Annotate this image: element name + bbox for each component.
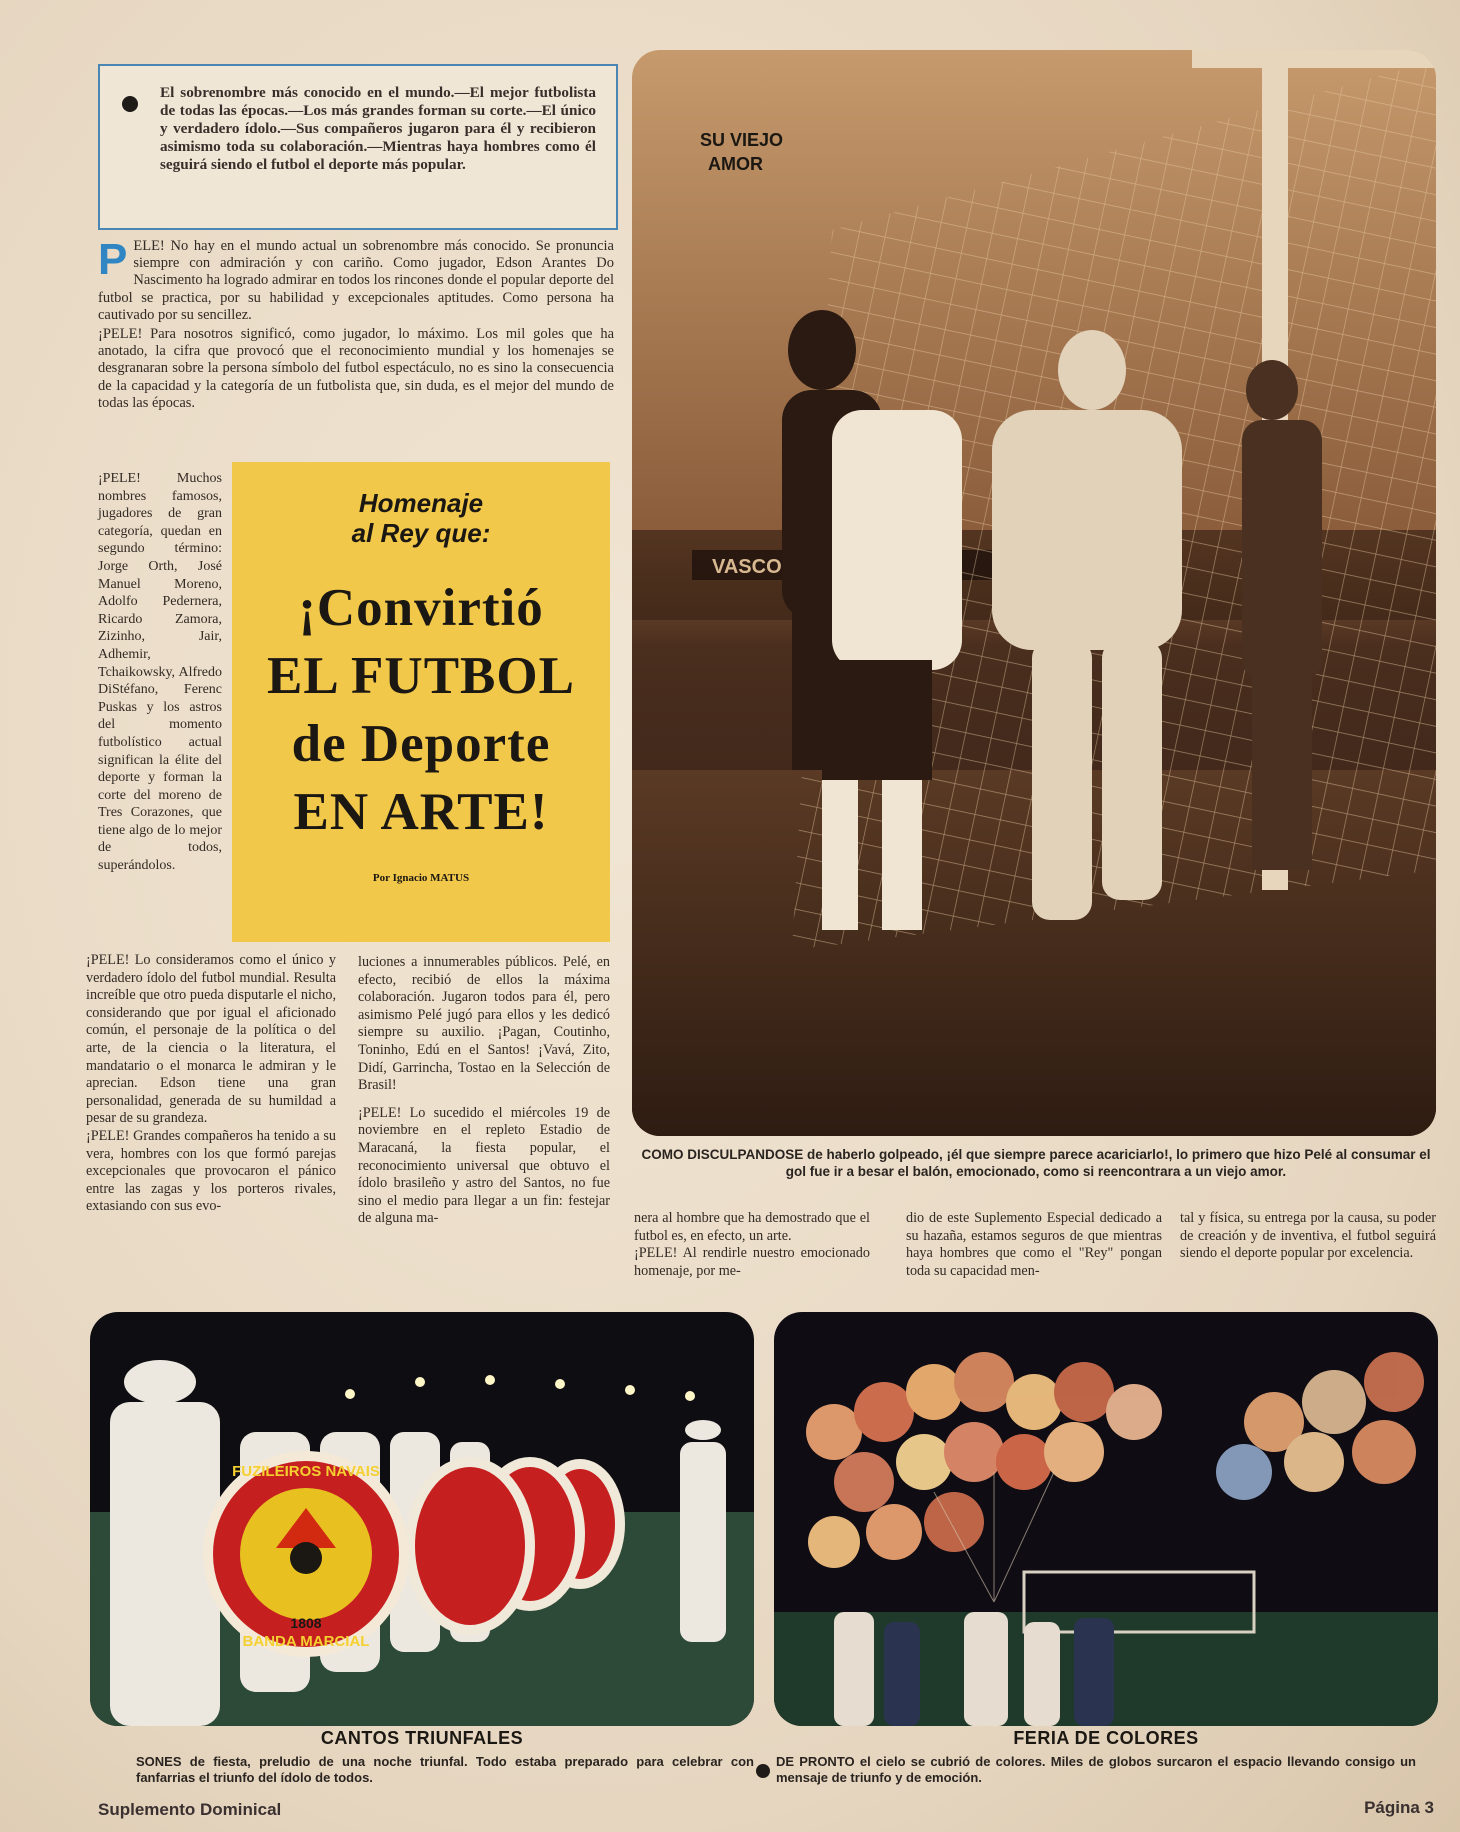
lead-paragraph-1: ELE! No hay en el mundo actual un sobrenombre más conocido. Se pronuncia siempre con admiración y con cariño. Como jugador, Edson Arantes Do Nascimento ha logrado admirar en todos los rincones donde el popular deporte del futbol se practica, por su habilidad y excepcionales aptitudes. Como persona ha cautivado por su sencillez. bbox=[98, 238, 614, 323]
bullet-icon bbox=[756, 1764, 770, 1778]
column-4-paragraph: dio de este Suplemento Especial dedicado a su hazaña, estamos seguros de que mientras haya hombres que como el "Rey" pongan toda su capacidad men- bbox=[906, 1210, 1162, 1279]
headline-kicker-1: Homenaje bbox=[358, 488, 484, 518]
main-photo-image bbox=[632, 50, 1436, 1136]
column-2-paragraph-2: ¡PELE! Lo sucedido el miércoles 19 de noviembre en el repleto Estadio de Maracaná, la fiesta popular, el reconocimiento universal que obtuvo el ídolo brasileño y astro del Santos, no fue sino el medio para llegar a un fin: festejar de alguna ma- bbox=[358, 1104, 610, 1227]
column-2-paragraph-1: luciones a innumerables públicos. Pelé, en efecto, recibió de ellos la máxima colaboración. Jugaron todos para él, pero asimismo Pelé jugó para ellos y les dedicó siempre su auxilio. ¡Pagan, Coutinho, Toninho, Edú en el Santos! ¡Vavá, Zito, Didí, Garrincha, Tostao en la Selección de Brasil! bbox=[358, 954, 610, 1094]
main-photo-goal bbox=[632, 50, 1436, 1136]
band-photo-caption: SONES de fiesta, preludio de una noche triunfal. Todo estaba preparado para celebrar con fanfarrias el triunfo del ídolo de todos. bbox=[136, 1754, 754, 1785]
text-column-3 bbox=[634, 1210, 870, 1280]
drop-cap: P bbox=[98, 235, 128, 284]
text-column-1 bbox=[86, 952, 336, 1216]
headline-box bbox=[232, 462, 610, 942]
drum-top-text: FUZILEIROS NAVAIS bbox=[232, 1463, 380, 1480]
text-column-4 bbox=[906, 1210, 1162, 1280]
column-3-paragraph-2: ¡PELE! Al rendirle nuestro emocionado homenaje, por me- bbox=[634, 1245, 870, 1279]
headline-line-4: EN ARTE! bbox=[293, 783, 549, 841]
drum-bottom-text: BANDA MARCIAL bbox=[242, 1633, 370, 1650]
balloons-photo bbox=[774, 1312, 1438, 1726]
column-1-paragraph-2: ¡PELE! Grandes compañeros ha tenido a su vera, hombres con los que formó parejas excepcionales que provocaron el pánico entre las zagas y los porteros rivales, extasiando con sus evo- bbox=[86, 1127, 336, 1215]
balloons-photo-caption: DE PRONTO el cielo se cubrió de colores. Miles de globos surcaron el espacio llevando consigo un mensaje de triunfo y de emoción. bbox=[776, 1754, 1416, 1785]
lead-article bbox=[98, 235, 614, 414]
headline-line-1: ¡Convirtió bbox=[298, 579, 544, 637]
headline-line-2: EL FUTBOL bbox=[267, 647, 575, 705]
footer-page-number: Página 3 bbox=[1364, 1798, 1434, 1817]
balloons-photo-image bbox=[774, 1312, 1438, 1726]
column-1-paragraph-1: ¡PELE! Lo consideramos como el único y verdadero ídolo del futbol mundial. Resulta increíble que otro pueda disputarle el nicho, considerando que por igual el aficionado común, el personaje de la política o del arte, de la ciencia o la literatura, el mandatario o el monarca le admiran y le aprecian. Edson tiene una gran personalidad, generada de su humildad a pesar de su grandeza. bbox=[86, 952, 336, 1127]
headline-title bbox=[250, 574, 592, 846]
intro-text: El sobrenombre más conocido en el mundo.—El mejor futbolista de todas las épocas.—Los más grandes forman su corte.—El único y verdadero ídolo.—Sus compañeros jugaron para él y recibieron asimismo toda su colaboración.—Mientras haya hombres como él seguirá siendo el futbol el deporte más popular. bbox=[160, 84, 596, 173]
bullet-icon bbox=[122, 96, 138, 112]
main-photo-label-line2: AMOR bbox=[708, 154, 763, 174]
narrow-column bbox=[98, 470, 222, 875]
band-photo-title: CANTOS TRIUNFALES bbox=[320, 1728, 524, 1748]
main-photo-caption: COMO DISCULPANDOSE de haberlo golpeado, ¡él que siempre parece acariciarlo!, lo primero que hizo Pelé al consumar el gol fue ir a besar el balón, emocionado, como si reencontrara a un viejo amor. bbox=[641, 1147, 1431, 1179]
narrow-column-text: ¡PELE! Muchos nombres famosos, jugadores de gran categoría, quedan en segundo término: Jorge Orth, José Manuel Moreno, Adolfo Pedernera, Ricardo Zamora, Zizinho, Jair, Adhemir, Tchaikowsky, Alfredo DiStéfano, Ferenc Puskas y los astros del momento futbolístico actual significan la élite del deporte y forman la corte del moreno de Tres Corazones, que tiene algo de lo mejor de todos, superándolos. bbox=[98, 471, 222, 874]
footer-publication: Suplemento Dominical bbox=[98, 1800, 282, 1819]
balloons-photo-title: FERIA DE COLORES bbox=[1013, 1728, 1199, 1748]
text-column-2 bbox=[358, 954, 610, 1228]
headline-line-3: de Deporte bbox=[291, 715, 551, 773]
main-photo-label-line1: SU VIEJO bbox=[700, 130, 784, 150]
column-5-paragraph: tal y física, su entrega por la causa, su poder de creación y de inventiva, el futbol seguirá siendo el deporte popular por excelencia. bbox=[1180, 1210, 1436, 1262]
byline: Por Ignacio MATUS bbox=[372, 872, 470, 884]
intro-box bbox=[98, 64, 618, 230]
band-photo bbox=[90, 1312, 754, 1726]
lead-paragraph-2: ¡PELE! Para nosotros significó, como jugador, lo máximo. Los mil goles que ha anotado, la cifra que provocó que el reconocimiento mundial y los homenajes se desgranaran sobre la persona símbolo del futbol espectáculo, no es sino la consecuencia de la capacidad y la categoría de un futbolista que, sin duda, es el mejor del mundo de todas las épocas. bbox=[98, 326, 614, 411]
band-photo-image bbox=[90, 1312, 754, 1726]
drum-year: 1808 bbox=[290, 1615, 322, 1631]
text-column-5 bbox=[1180, 1210, 1436, 1263]
headline-kicker-2: al Rey que: bbox=[351, 518, 491, 548]
column-3-paragraph-1: nera al hombre que ha demostrado que el futbol es, en efecto, un arte. bbox=[634, 1210, 870, 1244]
stadium-sign: VASCO bbox=[712, 556, 782, 578]
